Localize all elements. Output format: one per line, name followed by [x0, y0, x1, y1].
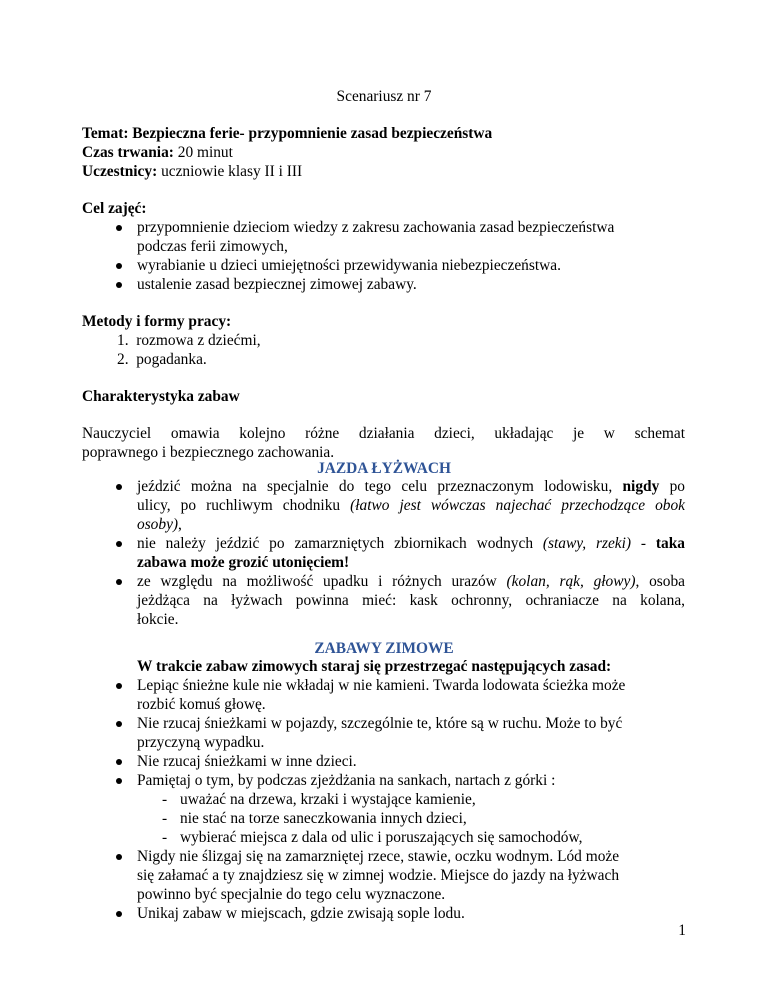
goal-item: przypomnienie dzieciom wiedzy z zakresu zachowania zasad bezpieczeństwa [137, 219, 615, 236]
duration-value: 20 minut [173, 144, 233, 161]
method-item: 2. pogadanka. [117, 351, 207, 368]
text-run-italic: (stawy, rzeki) [542, 535, 632, 552]
goal-item: wyrabianie u dzieci umiejętności przewidywania niebezpieczeństwa. [137, 257, 561, 274]
skating-rule-line [137, 477, 685, 496]
winter-subrule-line: nie stać na torze saneczkowania innych dzieci, [180, 810, 467, 827]
dash-marker: - [162, 791, 168, 808]
text-run-italic: (łatwo jest wówczas najechać przechodzące obok [350, 497, 685, 514]
skating-heading: JAZDA ŁYŻWACH [317, 460, 451, 477]
skating-rule-line [137, 534, 685, 553]
skating-rule-line: łokcie. [137, 611, 179, 628]
bullet-icon [116, 263, 122, 269]
winter-rule-line: Pamiętaj o tym, by podczas zjeżdżania na sankach, nartach z górki : [137, 772, 556, 789]
bullet-icon [116, 484, 122, 490]
bullet-icon [116, 911, 122, 917]
text-run-italic: osoby) [137, 516, 179, 533]
winter-rule-line: Lepiąc śnieżne kule nie wkładaj w nie kamieni. Twarda lodowata ścieżka może [137, 677, 626, 694]
winter-subheading-text: W trakcie zabaw zimowych staraj się przestrzegać następujących zasad: [137, 658, 612, 675]
participants-label: Uczestnicy: [82, 163, 158, 180]
goal-item: ustalenie zasad bezpiecznej zimowej zabawy. [137, 276, 417, 293]
winter-subrule-line: uważać na drzewa, krzaki i wystające kamienie, [180, 791, 476, 808]
topic-label: Temat: [82, 125, 133, 142]
participants-value: uczniowie klasy II i III [157, 163, 303, 180]
page-number: 1 [678, 922, 686, 939]
bullet-icon [116, 282, 122, 288]
dash-marker: - [162, 810, 168, 827]
winter-rule-line: Nigdy nie ślizgaj się na zamarzniętej rzece, stawie, oczku wodnym. Lód może [137, 848, 620, 865]
winter-rule-line: przyczyną wypadku. [137, 734, 265, 751]
topic-value: Bezpieczna ferie- przypomnienie zasad bezpieczeństwa [132, 125, 493, 142]
text-run-italic: (kolan, rąk, głowy) [506, 573, 636, 590]
winter-rule-line: Nie rzucaj śnieżkami w pojazdy, szczególnie te, które są w ruchu. Może to być [137, 715, 623, 732]
goal-item-continuation: podczas ferii zimowych, [137, 238, 288, 255]
winter-heading: ZABAWY ZIMOWE [314, 640, 454, 657]
text-run: ze względu na możliwość upadku i różnych urazów [137, 573, 507, 590]
skating-rule-line [137, 496, 685, 515]
text-run: nie należy jeździć po zamarzniętych zbiornikach wodnych [137, 535, 543, 552]
text-run: po [659, 478, 685, 495]
text-run-bold: nigdy [622, 478, 660, 495]
bullet-icon [116, 225, 122, 231]
winter-rule-line: Nie rzucaj śnieżkami w inne dzieci. [137, 753, 357, 770]
goals-heading [82, 199, 147, 218]
skating-rule-line [137, 515, 182, 534]
methods-heading [82, 312, 231, 331]
winter-subheading [137, 657, 611, 676]
dash-marker: - [162, 829, 168, 846]
page-title: Scenariusz nr 7 [336, 88, 432, 105]
text-run: , [178, 516, 182, 533]
winter-rule-line: rozbić komuś głowę. [137, 696, 266, 713]
bullet-icon [116, 721, 122, 727]
bullet-icon [116, 854, 122, 860]
text-run: jeździć można na specjalnie do tego celu przeznaczonym lodowisku, [137, 478, 623, 495]
winter-rule-line: powinno być specjalnie do tego celu wyznaczone. [137, 886, 446, 903]
bullet-icon [116, 683, 122, 689]
characteristics-heading [82, 387, 240, 406]
duration-line [82, 143, 233, 162]
text-run: , osoba [635, 573, 685, 590]
text-run: - [631, 535, 656, 552]
text-run-bold: zabawa może grozić utonięciem! [137, 554, 350, 571]
goals-heading-text: Cel zajęć: [82, 200, 147, 217]
skating-rule-line [137, 572, 685, 591]
bullet-icon [116, 579, 122, 585]
winter-rule-line: się załamać a ty znajdziesz się w zimnej wodzie. Miejsce do jazdy na łyżwach [137, 867, 620, 884]
characteristics-heading-text: Charakterystyka zabaw [82, 388, 240, 405]
characteristics-intro-line: poprawnego i bezpiecznego zachowania. [82, 444, 335, 461]
winter-subrule-line: wybierać miejsca z dala od ulic i poruszających się samochodów, [180, 829, 583, 846]
methods-heading-text: Metody i formy pracy: [82, 313, 232, 330]
method-item: 1. rozmowa z dziećmi, [117, 332, 261, 349]
winter-rule-line: Unikaj zabaw w miejscach, gdzie zwisają sople lodu. [137, 905, 465, 922]
bullet-icon [116, 759, 122, 765]
participants-line [82, 162, 302, 181]
skating-rule-line: jeżdżąca na łyżwach powinna mieć: kask ochronny, ochraniacze na kolana, [137, 592, 685, 609]
bullet-icon [116, 778, 122, 784]
skating-rule-line [137, 553, 349, 572]
characteristics-intro-line: Nauczyciel omawia kolejno różne działania dzieci, układając je w schemat [82, 425, 685, 442]
text-run: ulicy, po ruchliwym chodniku [137, 497, 351, 514]
bullet-icon [116, 541, 122, 547]
text-run-bold: taka [655, 535, 685, 552]
duration-label: Czas trwania: [82, 144, 174, 161]
topic-line [82, 124, 492, 143]
